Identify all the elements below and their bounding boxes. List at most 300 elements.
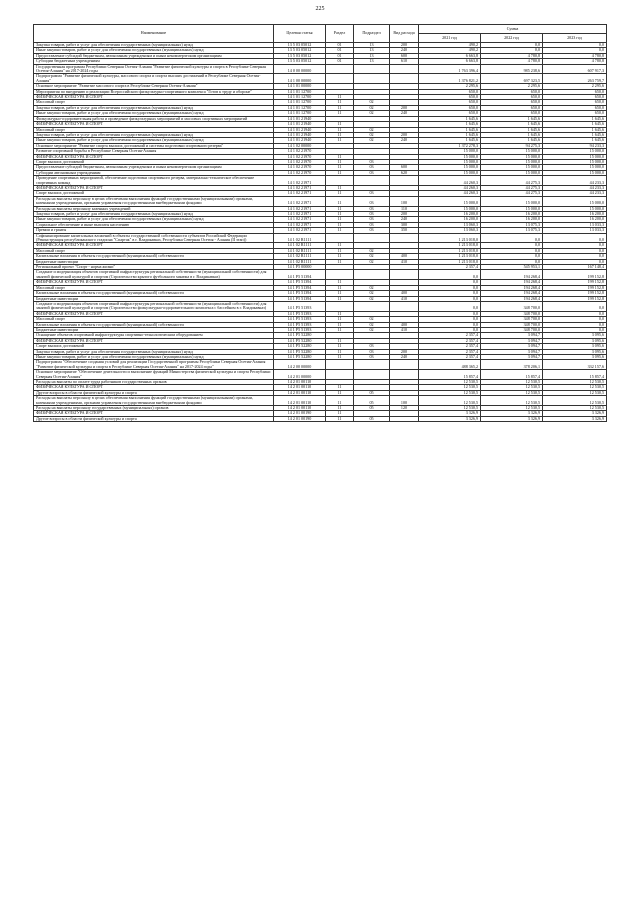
row-subsection [354,270,390,280]
row-sum-2022: 12 530,5 [481,385,543,390]
row-code: 14 1 P5 52280 [274,333,326,338]
row-sum-2023: 15 857,4 [543,370,607,380]
row-sum-2022: 194 268,4 [481,270,543,280]
row-section: 11 [326,165,354,170]
row-sum-2023: 0,0 [543,311,607,316]
row-expense-type: 200 [390,349,419,354]
row-sum-2023: 15 000,0 [543,154,607,159]
row-sum-2022: 44 275,3 [481,176,543,186]
row-code: 14 1 P5 51393 [274,317,326,322]
table-row [34,396,607,406]
row-sum-2023: 3 095,6 [543,349,607,354]
row-code: 14 1 P5 51394 [274,280,326,285]
row-section: 11 [326,349,354,354]
row-expense-type [390,233,419,243]
row-sum-2023: 0,0 [543,317,607,322]
row-sum-2022: 3 094,7 [481,344,543,349]
row-subsection: 03 [354,228,390,233]
row-subsection [354,176,390,186]
row-sum-2023: 13 033,3 [543,228,607,233]
row-expense-type: 600 [390,165,419,170]
row-section: 11 [326,280,354,285]
row-sum-2021: 0,0 [419,291,481,296]
row-section: 11 [326,259,354,264]
row-name: Спорт высших достижений [34,191,274,196]
row-expense-type: 240 [390,48,419,53]
row-sum-2023: 3 326,9 [543,411,607,416]
row-name: Субсидии автономным учреждениям [34,170,274,175]
row-sum-2021: 2 357,4 [419,265,481,270]
row-name: Массовый спорт [34,285,274,290]
table-body [34,43,607,422]
row-code: 13 5 03 05012 [274,53,326,58]
row-sum-2023: 199 152,8 [543,270,607,280]
row-sum-2022: 697 323,5 [481,74,543,84]
row-sum-2021: 650,0 [419,105,481,110]
row-section: 11 [326,406,354,411]
table-row [34,233,607,243]
row-sum-2022: 15 857,4 [481,370,543,380]
row-expense-type: 620 [390,170,419,175]
row-subsection: 13 [354,43,390,48]
row-expense-type: 120 [390,406,419,411]
row-expense-type: 100 [390,196,419,206]
row-sum-2021: 15 000,0 [419,206,481,211]
row-section: 01 [326,48,354,53]
row-expense-type [390,301,419,311]
row-sum-2022: 12 530,5 [481,380,543,385]
row-code: 14 2 01 00190 [274,416,326,421]
row-code: 14 1 P5 00000 [274,265,326,270]
row-section: 11 [326,322,354,327]
row-sum-2021: 2 357,4 [419,344,481,349]
row-subsection: 05 [354,390,390,395]
row-sum-2023: 94 233,3 [543,143,607,148]
row-subsection: 02 [354,111,390,116]
row-expense-type: 350 [390,228,419,233]
row-sum-2023: 15 000,0 [543,206,607,211]
row-subsection: 02 [354,138,390,143]
row-name: Массовый спорт [34,127,274,132]
row-sum-2023: 3 326,9 [543,416,607,421]
row-sum-2022: 13 075,3 [481,222,543,227]
row-sum-2022: 0,0 [481,259,543,264]
header-expense-type: Вид расхода [390,25,419,43]
row-sum-2021: 12 530,5 [419,380,481,385]
row-name: ФИЗИЧЕСКАЯ КУЛЬТУРА И СПОРТ [34,280,274,285]
row-sum-2023: 44 233,3 [543,185,607,190]
table-row [34,360,607,370]
row-sum-2021: 0,0 [419,322,481,327]
row-sum-2023: 199 152,8 [543,291,607,296]
table-row [34,196,607,206]
budget-table [33,24,607,422]
row-sum-2021: 650,0 [419,95,481,100]
row-code: 14 1 P5 51394 [274,270,326,280]
row-sum-2022: 194 268,4 [481,280,543,285]
row-sum-2022: 985 238,6 [481,64,543,74]
header-year-2022: 2022 год [481,34,543,43]
row-sum-2022: 15 000,0 [481,170,543,175]
row-name: Предоставление субсидий бюджетным, автономным учреждениям и иным некоммерческим организациям [34,165,274,170]
row-name: Социальное обеспечение и иные выплаты населению [34,222,274,227]
row-expense-type [390,64,419,74]
row-section: 11 [326,243,354,248]
row-sum-2023: 0,0 [543,327,607,332]
row-name: Основное мероприятие "Обеспечение деятельности и выполнение функций Министерства физической культуры и спорта Республики Северная Осетия-Алания" [34,370,274,380]
row-sum-2021: 650,0 [419,100,481,105]
row-section: 01 [326,59,354,64]
row-sum-2023: 167 148,4 [543,265,607,270]
row-subsection: 05 [354,406,390,411]
row-code: 14 1 02 21971 [274,185,326,190]
row-sum-2023: 3 095,6 [543,344,607,349]
row-sum-2022: 94 275,3 [481,143,543,148]
row-sum-2022: 348 700,0 [481,317,543,322]
row-subsection: 03 [354,349,390,354]
row-sum-2021: 3 326,9 [419,411,481,416]
row-sum-2021: 650,0 [419,111,481,116]
row-sum-2021: 488 365,2 [419,360,481,370]
row-subsection: 13 [354,48,390,53]
row-subsection: 02 [354,317,390,322]
row-code: 13 5 03 05012 [274,59,326,64]
row-sum-2022: 1 645,6 [481,127,543,132]
row-name: Бюджетные инвестиции [34,327,274,332]
row-section: 11 [326,191,354,196]
row-subsection: 13 [354,53,390,58]
row-section [326,74,354,84]
row-name: Расходы на выплаты персоналу казенных учреждений [34,206,274,211]
row-sum-2021: 1 645,6 [419,116,481,121]
row-name: Оснащение объектов спортивной инфраструктуры спортивно-технологическим оборудованием [34,333,274,338]
row-sum-2022: 650,0 [481,95,543,100]
row-sum-2023: 3 095,6 [543,338,607,343]
row-sum-2023: 0,0 [543,322,607,327]
row-code: 14 1 02 R1111 [274,248,326,253]
row-section: 11 [326,212,354,217]
row-sum-2021: 12 530,5 [419,385,481,390]
row-sum-2022: 15 000,0 [481,165,543,170]
row-section: 11 [326,196,354,206]
row-sum-2021: 15 000,0 [419,149,481,154]
row-subsection: 03 [354,159,390,164]
row-subsection: 03 [354,206,390,211]
row-section: 01 [326,53,354,58]
row-sum-2022: 4 780,8 [481,59,543,64]
row-code: 14 1 02 21971 [274,228,326,233]
row-sum-2022: 348 700,0 [481,301,543,311]
row-sum-2021: 0,0 [419,280,481,285]
row-sum-2022: 3 094,7 [481,338,543,343]
row-code: 14 1 02 21970 [274,154,326,159]
row-name: Спорт высших достижений [34,159,274,164]
row-subsection: 13 [354,59,390,64]
row-name: Подпрограмма "Обеспечение создания условий для реализации Государственной программы Республики Северная Осетия-Алания "Развитие физической культуры и спорта в Республике Северная Осетия-Алания" на 2017-2024 годы" [34,360,274,370]
row-code: 14 2 01 00110 [274,385,326,390]
row-sum-2022: 1 645,6 [481,132,543,137]
row-name: ФИЗИЧЕСКАЯ КУЛЬТУРА И СПОРТ [34,243,274,248]
table-row [34,416,607,421]
row-sum-2021: 12 530,5 [419,396,481,406]
row-expense-type [390,370,419,380]
row-code: 14 1 P5 51393 [274,301,326,311]
row-sum-2021: 1 645,6 [419,138,481,143]
row-code: 14 2 01 00110 [274,396,326,406]
row-code: 14 1 01 12700 [274,105,326,110]
row-sum-2022: 0,0 [481,254,543,259]
row-sum-2023: 13 033,3 [543,222,607,227]
row-code: 14 1 02 21970 [274,170,326,175]
row-name: ФИЗИЧЕСКАЯ КУЛЬТУРА И СПОРТ [34,185,274,190]
row-name: Капитальные вложения в объекты государственной (муниципальной) собственности [34,254,274,259]
row-sum-2023: 1 645,6 [543,127,607,132]
row-sum-2021: 1 645,6 [419,127,481,132]
row-section: 11 [326,138,354,143]
row-expense-type: 400 [390,254,419,259]
row-sum-2021: 1 645,6 [419,132,481,137]
row-name: Проведение спортивных мероприятий, обеспечение подготовки спортивного резерва, материально-техническое обеспечение спортивных команд [34,176,274,186]
row-sum-2023: 0,0 [543,43,607,48]
row-sum-2022: 0,0 [481,43,543,48]
row-name: ФИЗИЧЕСКАЯ КУЛЬТУРА И СПОРТ [34,311,274,316]
row-code: 14 1 02 21971 [274,196,326,206]
row-sum-2021: 1 763 396,4 [419,64,481,74]
row-code: 14 1 02 21970 [274,159,326,164]
row-code: 14 2 00 00000 [274,360,326,370]
row-section: 11 [326,296,354,301]
row-name: Спорт высших достижений [34,344,274,349]
row-sum-2023: 12 530,5 [543,390,607,395]
row-sum-2021: 3 326,9 [419,416,481,421]
row-name: Расходы на выплаты персоналу в целях обеспечения выполнения функций государственными (муниципальными) органами, казенными учреждениями, органами управления государственными внебюджетными фондами [34,196,274,206]
row-expense-type: 110 [390,206,419,211]
row-sum-2022: 16 200,0 [481,212,543,217]
header-year-2021: 2021 год [419,34,481,43]
row-name: Закупка товаров, работ и услуг для обеспечения государственных (муниципальных) нужд [34,349,274,354]
row-code: 14 2 01 00110 [274,390,326,395]
table-row [34,301,607,311]
row-sum-2021: 13 060,3 [419,228,481,233]
row-sum-2022: 15 000,0 [481,154,543,159]
header-name: Наименование [34,25,274,43]
row-name: Массовый спорт [34,100,274,105]
row-sum-2021: 12 530,5 [419,406,481,411]
row-sum-2023: 0,0 [543,48,607,53]
row-expense-type: 200 [390,43,419,48]
header-section: Раздел [326,25,354,43]
row-expense-type: 410 [390,296,419,301]
row-sum-2021: 0,0 [419,311,481,316]
row-subsection: 03 [354,354,390,359]
row-sum-2022: 3 094,7 [481,333,543,338]
row-subsection: 03 [354,170,390,175]
row-sum-2023: 1 645,6 [543,138,607,143]
row-name: Бюджетные инвестиции [34,296,274,301]
row-name: Премии и гранты [34,228,274,233]
row-sum-2022: 15 000,0 [481,159,543,164]
row-sum-2021: 13 060,3 [419,222,481,227]
row-subsection: 02 [354,259,390,264]
row-subsection [354,233,390,243]
row-name: Субсидии бюджетным учреждениям [34,59,274,64]
row-subsection: 02 [354,132,390,137]
row-sum-2021: 0,0 [419,301,481,311]
row-name: ФИЗИЧЕСКАЯ КУЛЬТУРА И СПОРТ [34,411,274,416]
row-section: 11 [326,228,354,233]
row-name: Государственная программа Республики Северная Осетия-Алания "Развитие физической культуры и спорта в Республике Северная Осетия-Алания" на 2017-2024 годы [34,64,274,74]
row-subsection: 02 [354,100,390,105]
row-sum-2023: 0,0 [543,243,607,248]
row-expense-type: 240 [390,217,419,222]
row-section: 11 [326,105,354,110]
row-sum-2023: 44 233,3 [543,176,607,186]
row-sum-2021: 1 213 018,0 [419,243,481,248]
row-section: 11 [326,217,354,222]
row-section: 11 [326,344,354,349]
row-code: 14 1 P5 51394 [274,291,326,296]
row-expense-type: 200 [390,132,419,137]
row-sum-2021: 12 530,5 [419,390,481,395]
row-sum-2022: 348 700,0 [481,327,543,332]
row-sum-2022: 44 275,3 [481,185,543,190]
row-sum-2023: 0,0 [543,254,607,259]
row-code: 14 1 P5 51393 [274,311,326,316]
row-code: 14 1 P5 51393 [274,322,326,327]
row-name: Физкультурно-оздоровительная работа и проведение физкультурных мероприятий и массовых спортивных мероприятий [34,116,274,121]
row-sum-2021: 2 357,4 [419,354,481,359]
row-expense-type: 200 [390,212,419,217]
row-code: 14 1 01 00000 [274,84,326,89]
row-sum-2021: 15 000,0 [419,196,481,206]
row-name: Расходы на выплаты персоналу в целях обеспечения выполнения функций государственными (муниципальными) органами, казенными учреждениями, органами управления государственными внебюджетными фондами [34,396,274,406]
row-code: 14 1 02 R1111 [274,254,326,259]
row-sum-2022: 12 530,5 [481,390,543,395]
row-code: 14 0 00 00000 [274,64,326,74]
row-sum-2022: 0,0 [481,48,543,53]
row-sum-2021: 15 857,4 [419,370,481,380]
row-sum-2023: 0,0 [543,248,607,253]
row-section [326,301,354,311]
row-name: Иные закупки товаров, работ и услуг для обеспечения государственных (муниципальных) нужд [34,48,274,53]
row-section: 11 [326,206,354,211]
row-sum-2022: 194 268,4 [481,296,543,301]
row-name: Иные закупки товаров, работ и услуг для обеспечения государственных (муниципальных) нужд [34,111,274,116]
header-subsection: Подраздел [354,25,390,43]
row-section: 11 [326,159,354,164]
row-sum-2022: 0,0 [481,248,543,253]
row-section: 11 [326,248,354,253]
row-name: Расходы на выплаты по оплате труда работников государственных органов [34,380,274,385]
row-subsection: 03 [354,222,390,227]
row-code: 14 1 01 21940 [274,138,326,143]
row-sum-2022: 15 000,0 [481,206,543,211]
row-subsection: 03 [354,217,390,222]
row-code: 14 1 01 12700 [274,100,326,105]
row-code: 14 1 02 R1111 [274,243,326,248]
row-section: 11 [326,95,354,100]
row-code: 14 1 02 21970 [274,149,326,154]
row-sum-2021: 15 000,0 [419,159,481,164]
row-name: Иные закупки товаров, работ и услуг для обеспечения государственных (муниципальных) нужд [34,138,274,143]
row-sum-2023: 44 233,3 [543,191,607,196]
row-code: 14 1 02 21971 [274,206,326,211]
row-sum-2021: 0,0 [419,327,481,332]
row-subsection [354,370,390,380]
header-sum: Сумма [419,25,607,34]
row-sum-2021: 1 645,6 [419,122,481,127]
row-subsection: 02 [354,285,390,290]
row-sum-2021: 1 213 018,0 [419,248,481,253]
row-section: 11 [326,338,354,343]
row-sum-2022: 0,0 [481,243,543,248]
row-code: 14 2 01 00000 [274,370,326,380]
row-sum-2021: 2 357,4 [419,338,481,343]
row-sum-2023: 15 000,0 [543,149,607,154]
row-sum-2022: 44 275,3 [481,191,543,196]
row-name: Создание и модернизация объектов спортивной инфраструктуры региональной собственности (муниципальной собственности) для занятий физической культурой и спортом (Строительство крытого футбольного манежа в г. Владикавказ) [34,270,274,280]
row-code: 14 1 P5 51393 [274,327,326,332]
row-expense-type: 410 [390,327,419,332]
row-sum-2023: 0,0 [543,233,607,243]
row-code: 14 1 02 21971 [274,191,326,196]
row-sum-2022: 0,0 [481,233,543,243]
row-sum-2022: 4 780,8 [481,53,543,58]
row-name: Капитальные вложения в объекты государственной (муниципальной) собственности [34,322,274,327]
row-sum-2023: 4 780,8 [543,59,607,64]
row-sum-2023: 607 917,3 [543,64,607,74]
table-row [34,370,607,380]
row-sum-2021: 16 200,0 [419,212,481,217]
row-sum-2022: 3 326,9 [481,416,543,421]
row-section [326,176,354,186]
row-sum-2021: 44 260,3 [419,191,481,196]
row-subsection [354,74,390,84]
row-sum-2023: 12 530,5 [543,380,607,385]
row-expense-type: 240 [390,354,419,359]
row-code: 13 5 03 05012 [274,48,326,53]
row-sum-2021: 490,2 [419,48,481,53]
row-section: 11 [326,385,354,390]
row-code: 14 1 01 21940 [274,116,326,121]
row-section: 11 [326,122,354,127]
row-sum-2022: 545 953,1 [481,265,543,270]
row-sum-2021: 490,2 [419,43,481,48]
row-name: Основное мероприятие "Развитие спорта высших достижений и системы подготовки спортивного резерва" [34,143,274,148]
row-sum-2023: 650,0 [543,100,607,105]
row-sum-2021: 15 000,0 [419,170,481,175]
row-sum-2023: 199 152,8 [543,285,607,290]
row-sum-2023: 15 000,0 [543,165,607,170]
row-subsection: 03 [354,165,390,170]
row-sum-2023: 332 157,6 [543,360,607,370]
row-name: Другие вопросы в области физической культуры и спорта [34,390,274,395]
row-sum-2022: 194 268,4 [481,291,543,296]
row-name: ФИЗИЧЕСКАЯ КУЛЬТУРА И СПОРТ [34,385,274,390]
row-sum-2022: 15 000,0 [481,149,543,154]
row-expense-type: 240 [390,111,419,116]
row-sum-2023: 650,0 [543,89,607,94]
row-expense-type: 200 [390,105,419,110]
row-code: 14 1 01 12700 [274,95,326,100]
row-sum-2021: 2 295,6 [419,84,481,89]
row-sum-2022: 3 094,7 [481,349,543,354]
row-sum-2023: 4 780,8 [543,53,607,58]
row-sum-2022: 15 000,0 [481,196,543,206]
row-sum-2023: 1 645,6 [543,122,607,127]
row-expense-type: 600 [390,53,419,58]
row-sum-2023: 2 295,6 [543,84,607,89]
